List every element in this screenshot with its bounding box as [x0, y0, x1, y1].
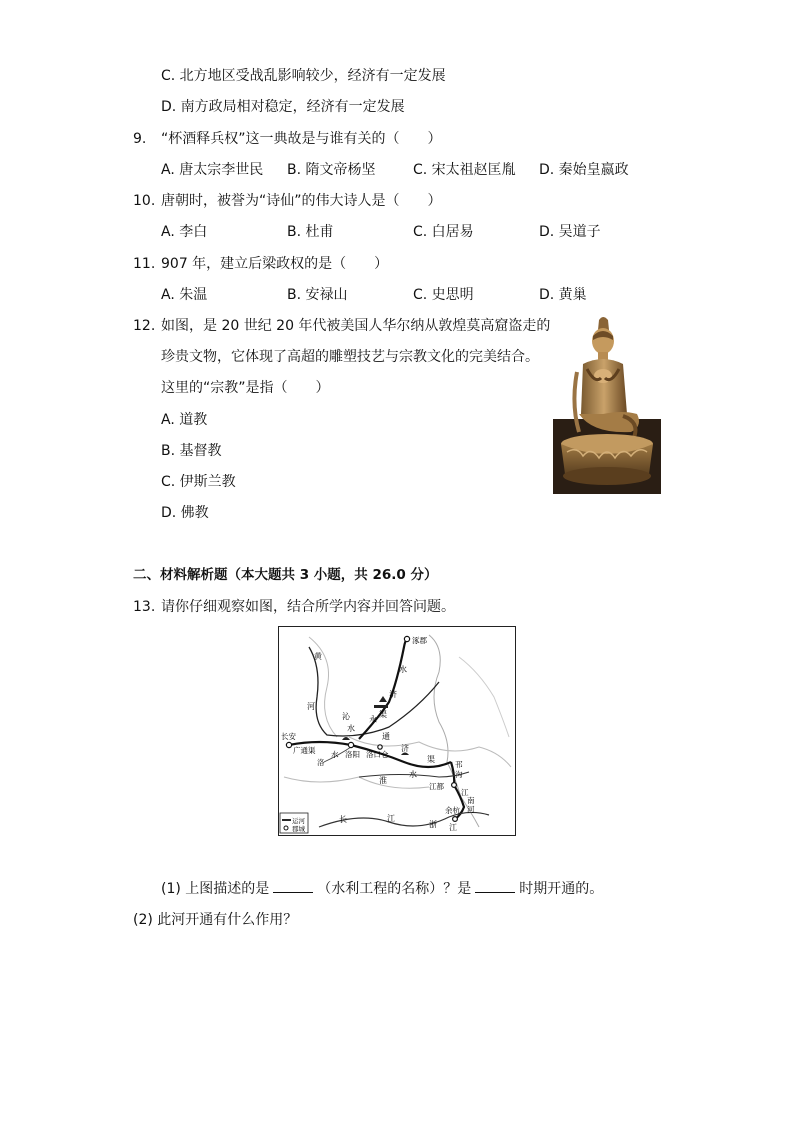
map-label-guangtong: 广通渠: [293, 746, 316, 755]
map-label-luo: 洛: [317, 758, 325, 767]
map-label-luoyang: 洛阳: [345, 750, 360, 759]
q13-sub1: [161, 879, 603, 898]
q12-stem-line-2: 珍贵文物，它体现了高超的雕塑技艺与宗教文化的完美结合。: [161, 349, 539, 365]
q12-stem-line-1: 如图，是 20 世纪 20 年代被美国人华尔纳从敦煌莫高窟盗走的: [161, 318, 551, 334]
map-label-nan: 南: [467, 796, 475, 805]
q12-number: 12.: [133, 318, 156, 334]
map-label-he2: 河: [467, 805, 475, 814]
map-label-zhuojun: 涿郡: [412, 636, 427, 645]
q9-stem: “杯酒释兵权”这一典故是与谁有关的（ ）: [161, 131, 442, 147]
q9-number: 9.: [133, 131, 147, 147]
q11-option-a: A. 朱温: [161, 287, 208, 303]
q13-sub1-before: (1) 上图描述的是: [161, 881, 270, 897]
q10-option-b: B. 杜甫: [287, 224, 334, 240]
map-label-tong: 通: [382, 732, 390, 741]
q12-option-d: D. 佛教: [161, 505, 209, 521]
q9-option-c: C. 宋太祖赵匡胤: [413, 162, 516, 178]
q13-sub2: (2) 此河开通有什么作用？: [133, 912, 298, 928]
map-label-jiang2: 江: [387, 814, 395, 823]
map-label-chang: 长: [339, 815, 347, 824]
q12-stem-line-3: 这里的“宗教”是指（ ）: [161, 380, 330, 396]
map-label-ji2: 济: [401, 744, 409, 753]
q11-option-b: B. 安禄山: [287, 287, 348, 303]
q8-option-d: D. 南方政局相对稳定，经济有一定发展: [161, 99, 405, 115]
map-label-jiangdu: 江都: [429, 782, 444, 791]
map-label-yong: 永: [369, 715, 377, 724]
map-legend-canal: 运河: [292, 817, 305, 825]
map-label-gou: 沟: [455, 770, 463, 779]
map-label-shui2: 水: [347, 724, 355, 733]
grand-canal-map: [278, 626, 516, 836]
map-label-jiang3: 江: [449, 823, 457, 832]
section-2-title: 二、材料解析题（本大题共 3 小题，共 26.0 分）: [133, 567, 438, 583]
q10-option-c: C. 白居易: [413, 224, 474, 240]
map-label-huang: 黄: [314, 652, 322, 661]
q10-option-a: A. 李白: [161, 224, 208, 240]
q10-option-d: D. 吴道子: [539, 224, 601, 240]
q13-blank-1[interactable]: [273, 879, 313, 893]
q12-option-c: C. 伊斯兰教: [161, 474, 236, 490]
map-label-shui3: 水: [331, 750, 339, 759]
map-label-he: 河: [307, 702, 315, 711]
map-label-qin: 沁: [342, 712, 350, 721]
q11-number: 11.: [133, 256, 156, 272]
q12-option-a: A. 道教: [161, 412, 208, 428]
q13-sub1-middle: （水利工程的名称）？是: [317, 881, 472, 897]
q10-stem: 唐朝时，被誉为“诗仙”的伟大诗人是（ ）: [161, 193, 442, 209]
q9-option-d: D. 秦始皇嬴政: [539, 162, 629, 178]
map-label-qu: 渠: [379, 710, 387, 719]
map-label-shui1: 水: [399, 665, 407, 674]
map-label-changan: 长安: [281, 732, 296, 741]
map-label-han: 邗: [455, 760, 463, 769]
q8-option-c: C. 北方地区受战乱影响较少，经济有一定发展: [161, 68, 446, 84]
map-label-huai: 淮: [379, 776, 387, 785]
q11-option-c: C. 史思明: [413, 287, 474, 303]
map-label-luokoucang: 洛口仓: [366, 750, 389, 759]
map-label-shui4: 水: [409, 770, 417, 779]
q11-option-d: D. 黄巢: [539, 287, 587, 303]
q13-number: 13.: [133, 599, 156, 615]
map-legend-city: 郡城: [292, 825, 305, 833]
q9-option-a: A. 唐太宗李世民: [161, 162, 264, 178]
map-label-zhe: 浙: [429, 820, 437, 829]
q9-option-b: B. 隋文帝杨坚: [287, 162, 376, 178]
map-label-ji1: 济: [389, 690, 397, 699]
q13-stem: 请你仔细观察如图，结合所学内容并回答问题。: [161, 599, 455, 615]
q11-stem: 907 年，建立后梁政权的是（ ）: [161, 256, 389, 272]
dunhuang-statue-image: [553, 314, 661, 494]
q12-option-b: B. 基督教: [161, 443, 222, 459]
q10-number: 10.: [133, 193, 156, 209]
q13-blank-2[interactable]: [475, 879, 515, 893]
map-label-qu2: 渠: [427, 755, 435, 764]
map-label-jiang1: 江: [461, 788, 469, 797]
q13-sub1-after: 时期开通的。: [519, 881, 604, 897]
map-label-yuhang: 余杭: [445, 806, 460, 815]
